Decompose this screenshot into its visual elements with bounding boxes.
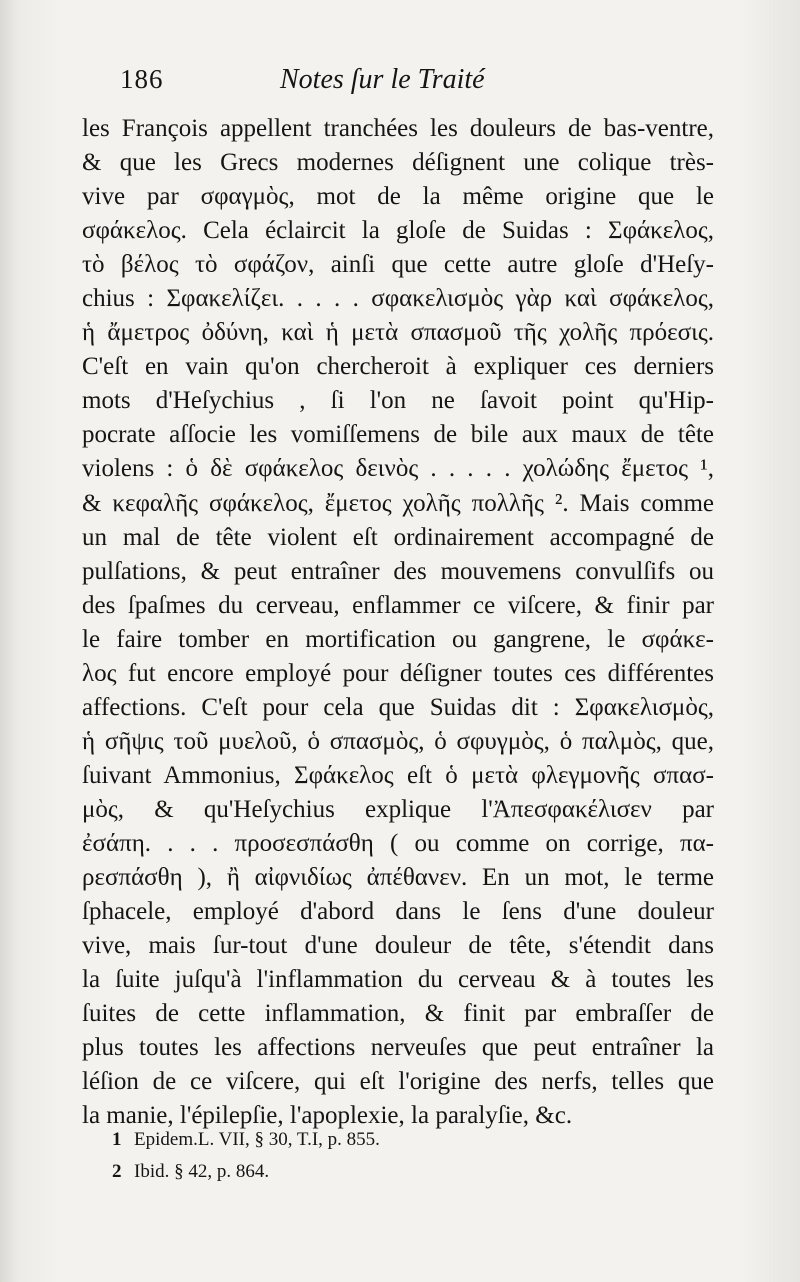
- text-line: τὸ βέλος τὸ σφάζον, ainſi que cette autre gloſe d'Heſy-: [82, 251, 714, 279]
- text-line: ρεσπάσθη ), ἢ αἰφνιδίως ἀπέθανεν. En un mot, le terme: [82, 864, 714, 892]
- text-line: σφάκελος. Cela éclaircit la gloſe de Suidas : Σφάκελος,: [82, 217, 714, 245]
- text-line: chius : Σφακελίζει. . . . . σφακελισμὸς γὰρ καὶ σφάκελος,: [82, 285, 714, 313]
- text-line: des ſpaſmes du cerveau, enflammer ce viſcere, & finir par: [82, 591, 714, 619]
- footnote: [112, 1124, 632, 1156]
- text-line: léſion de ce viſcere, qui eſt l'origine des nerfs, telles que: [82, 1068, 714, 1096]
- text-line: ſuites de cette inflammation, & finit par embraſſer de: [82, 1000, 714, 1028]
- running-head: Notes ſur le Traité: [280, 64, 485, 95]
- text-line: un mal de tête violent eſt ordinairement accompagné de: [82, 523, 714, 551]
- footnote-text: Epidem.L. VII, § 30, T.I, p. 855.: [134, 1129, 380, 1150]
- text-line: ἐσάπη. . . . προσεσπάσθη ( ou comme on corrige, πα-: [82, 829, 714, 857]
- text-line: vive, mais ſur-tout d'une douleur de tête, s'étendit dans: [82, 932, 714, 960]
- text-line: le faire tomber en mortification ou gangrene, le σφάκε-: [82, 625, 714, 653]
- footnote-number: 2: [112, 1161, 122, 1182]
- text-line: plus toutes les affections nerveuſes que peut entraîner la: [82, 1034, 714, 1062]
- text-line: μὸς, & qu'Heſychius explique l'Ἀπεσφακέλισεν par: [82, 795, 714, 823]
- text-line: mots d'Heſychius , ſi l'on ne ſavoit point qu'Hip-: [82, 387, 714, 415]
- text-line: pulſations, & peut entraîner des mouvemens convulſifs ou: [82, 557, 714, 585]
- text-line: les François appellent tranchées les douleurs de bas-ventre,: [82, 115, 714, 142]
- text-line: ſuivant Ammonius, Σφάκελος eſt ὁ μετὰ φλεγμονῆς σπασ-: [82, 761, 714, 789]
- text-line: C'eſt en vain qu'on chercheroit à expliquer ces derniers: [82, 353, 714, 381]
- text-line: vive par σφαγμὸς, mot de la même origine que le: [82, 183, 714, 211]
- footnote: [112, 1156, 632, 1188]
- text-line: & que les Grecs modernes déſignent une colique très-: [82, 149, 714, 177]
- text-line: la ſuite juſqu'à l'inflammation du cerveau & à toutes les: [82, 966, 714, 994]
- footnote-text: Ibid. § 42, p. 864.: [134, 1161, 270, 1182]
- text-line: affections. C'eſt pour cela que Suidas dit : Σφακελισμὸς,: [82, 693, 714, 721]
- body-text: [82, 112, 714, 1133]
- text-line: ἡ σῆψις τοῦ μυελοῦ, ὁ σπασμὸς, ὁ σφυγμὸς, ὁ παλμὸς, que,: [82, 727, 714, 755]
- text-line: la manie, l'épilepſie, l'apoplexie, la paralyſie, &c.: [82, 1102, 573, 1130]
- text-line: pocrate aſſocie les vomiſſemens de bile aux maux de tête: [82, 421, 714, 449]
- footnotes: [112, 1124, 632, 1188]
- text-line: & κεφαλῆς σφάκελος, ἔμετος χολῆς πολλῆς ². Mais comme: [82, 489, 714, 517]
- page-number: 186: [120, 64, 164, 94]
- text-line: ſphacele, employé d'abord dans le ſens d'une douleur: [82, 898, 714, 926]
- text-line: λος fut encore employé pour déſigner toutes ces différentes: [82, 659, 714, 687]
- page-header: [82, 64, 718, 104]
- text-line: ἡ ἄμετρος ὀδύνη, καὶ ἡ μετὰ σπασμοῦ τῆς χολῆς πρόεσις.: [82, 319, 714, 347]
- text-line: violens : ὁ δὲ σφάκελος δεινὸς . . . . . χολώδης ἔμετος ¹,: [82, 455, 714, 483]
- footnote-number: 1: [112, 1129, 122, 1150]
